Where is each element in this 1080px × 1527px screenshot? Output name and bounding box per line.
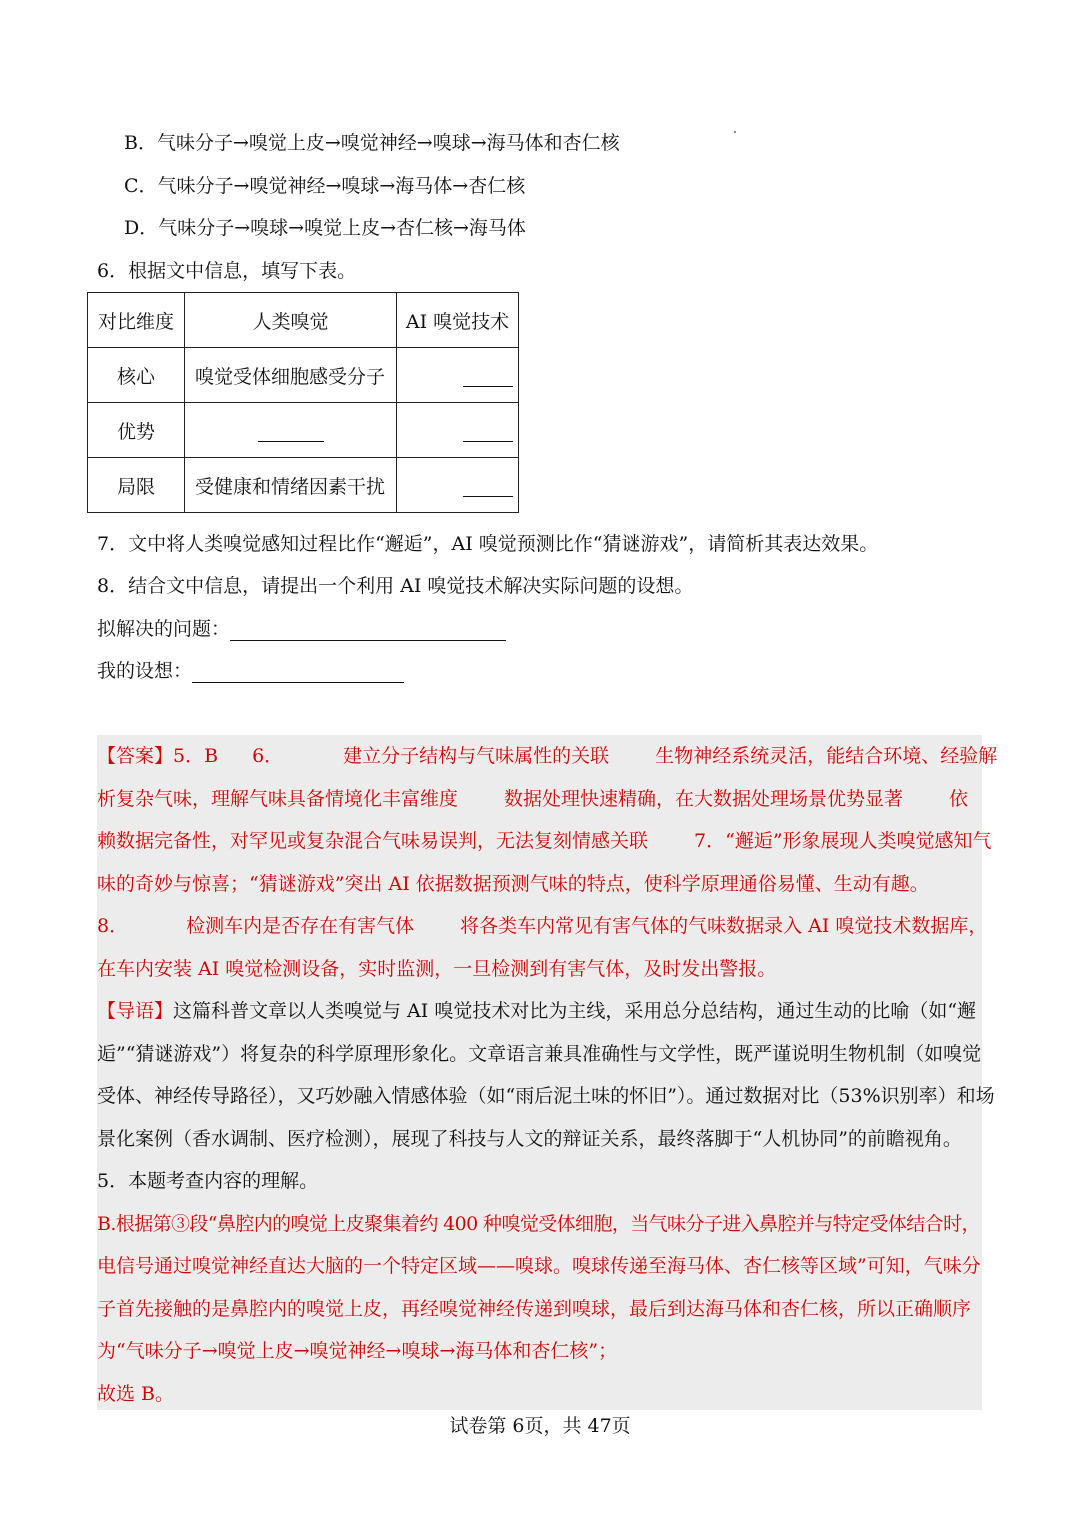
header-ai: AI 嗅觉技术 <box>397 293 519 348</box>
answer-text: 7．“邂逅”形象展现人类嗅觉感知气 <box>694 830 992 852</box>
answer-blank-cell[interactable] <box>397 403 519 458</box>
answer-blank-cell[interactable] <box>185 403 397 458</box>
header-dimension: 对比维度 <box>88 293 185 348</box>
answer-text: 赖数据完备性，对罕见或复杂混合气味易误判，无法复刻情感关联 <box>97 830 649 852</box>
row-dimension: 局限 <box>88 458 185 513</box>
idea-line <box>97 659 404 683</box>
answer-line-2 <box>97 787 968 811</box>
guide-line-3: 受体、神经传导路径），又巧妙融入情感体验（如“雨后泥土味的怀旧”）。通过数据对比（53%识别率）和场 <box>97 1085 995 1107</box>
idea-label: 我的设想： <box>97 660 193 682</box>
explain-line-1: 5．本题考查内容的理解。 <box>97 1170 319 1192</box>
row-human: 受健康和情绪因素干扰 <box>185 458 397 513</box>
row-human: 嗅觉受体细胞感受分子 <box>185 348 397 403</box>
question-6-prompt: 6．根据文中信息，填写下表。 <box>97 260 357 282</box>
page-footer: 试卷第 6页，共 47页 <box>449 1415 631 1437</box>
comparison-table <box>87 292 519 513</box>
idea-blank[interactable] <box>192 660 404 683</box>
guide-line-1 <box>97 999 976 1023</box>
guide-line-2: 逅”“猜谜游戏”）将复杂的科学原理形象化。文章语言兼具准确性与文学性，既严谨说明生物机制（如嗅觉 <box>97 1043 982 1065</box>
answer-line-6: 在车内安装 AI 嗅觉检测设备，实时监测，一旦检测到有害气体，及时发出警报。 <box>97 958 777 980</box>
answer-6-advantage: 生物神经系统灵活，能结合环境、经验解 <box>655 745 998 767</box>
problem-label: 拟解决的问题： <box>97 618 231 640</box>
problem-line <box>97 617 506 641</box>
answer-tag: 【答案】 <box>97 745 174 767</box>
answer-6-num: 6． <box>252 745 284 767</box>
answer-line-1 <box>97 744 997 768</box>
answer-blank[interactable] <box>463 474 513 497</box>
explain-line-3: 电信号通过嗅觉神经直达大脑的一个特定区域——嗅球。嗅球传递至海马体、杏仁核等区域”可知，气味分 <box>97 1255 981 1277</box>
answer-text: 数据处理快速精确，在大数据处理场景优势显著 <box>504 788 904 810</box>
answer-line-3 <box>97 829 992 853</box>
table-row <box>88 403 519 458</box>
table-row <box>88 348 519 403</box>
guide-line-4: 景化案例（香水调制、医疗检测），展现了科技与人文的辩证关系，最终落脚于“人机协同”的前瞻视角。 <box>97 1128 962 1150</box>
answer-line-4: 味的奇妙与惊喜；“猜谜游戏”突出 AI 依据数据预测气味的特点，使科学原理通俗易懂、生动有趣。 <box>97 873 929 895</box>
option-d: D．气味分子→嗅球→嗅觉上皮→杏仁核→海马体 <box>124 217 526 239</box>
table-row <box>88 458 519 513</box>
answer-8-problem: 检测车内是否存在有害气体 <box>186 915 415 937</box>
answer-text: 析复杂气味，理解气味具备情境化丰富维度 <box>97 788 459 810</box>
option-b: B．气味分子→嗅觉上皮→嗅觉神经→嗅球→海马体和杏仁核 <box>124 132 620 154</box>
option-c: C．气味分子→嗅觉神经→嗅球→海马体→杏仁核 <box>124 175 526 197</box>
answer-5: 5．B <box>173 745 219 767</box>
answer-8-num: 8． <box>97 915 129 937</box>
answer-8-idea: 将各类车内常见有害气体的气味数据录入 AI 嗅觉技术数据库， <box>460 915 988 937</box>
question-8-prompt: 8．结合文中信息，请提出一个利用 AI 嗅觉技术解决实际问题的设想。 <box>97 575 694 597</box>
header-human: 人类嗅觉 <box>185 293 397 348</box>
answer-blank[interactable] <box>463 364 513 387</box>
answer-line-5 <box>97 914 987 938</box>
row-dimension: 优势 <box>88 403 185 458</box>
answer-text: 依 <box>949 788 969 810</box>
explain-line-5: 为“气味分子→嗅觉上皮→嗅觉神经→嗅球→海马体和杏仁核”； <box>97 1340 618 1362</box>
guide-text: 这篇科普文章以人类嗅觉与 AI 嗅觉技术对比为主线，采用总分总结构，通过生动的比喻（如“邂 <box>173 1000 977 1022</box>
answer-6-core: 建立分子结构与气味属性的关联 <box>343 745 610 767</box>
answer-blank[interactable] <box>258 419 324 442</box>
table-header-row <box>88 293 519 348</box>
explain-line-6: 故选 B。 <box>97 1383 175 1405</box>
guide-tag: 【导语】 <box>97 1000 174 1022</box>
question-7: 7．文中将人类嗅觉感知过程比作“邂逅”，AI 嗅觉预测比作“猜谜游戏”，请简析其表达效果。 <box>97 533 879 555</box>
stray-dot <box>734 131 736 133</box>
explain-line-2: B.根据第③段“鼻腔内的嗅觉上皮聚集着约 400 种嗅觉受体细胞，当气味分子进入鼻腔并与特定受体结合时， <box>97 1213 980 1235</box>
answer-blank-cell[interactable] <box>397 348 519 403</box>
problem-blank[interactable] <box>230 618 506 641</box>
row-dimension: 核心 <box>88 348 185 403</box>
answer-blank[interactable] <box>463 419 513 442</box>
answer-blank-cell[interactable] <box>397 458 519 513</box>
explain-line-4: 子首先接触的是鼻腔内的嗅觉上皮，再经嗅觉神经传递到嗅球，最后到达海马体和杏仁核，所以正确顺序 <box>97 1298 972 1320</box>
